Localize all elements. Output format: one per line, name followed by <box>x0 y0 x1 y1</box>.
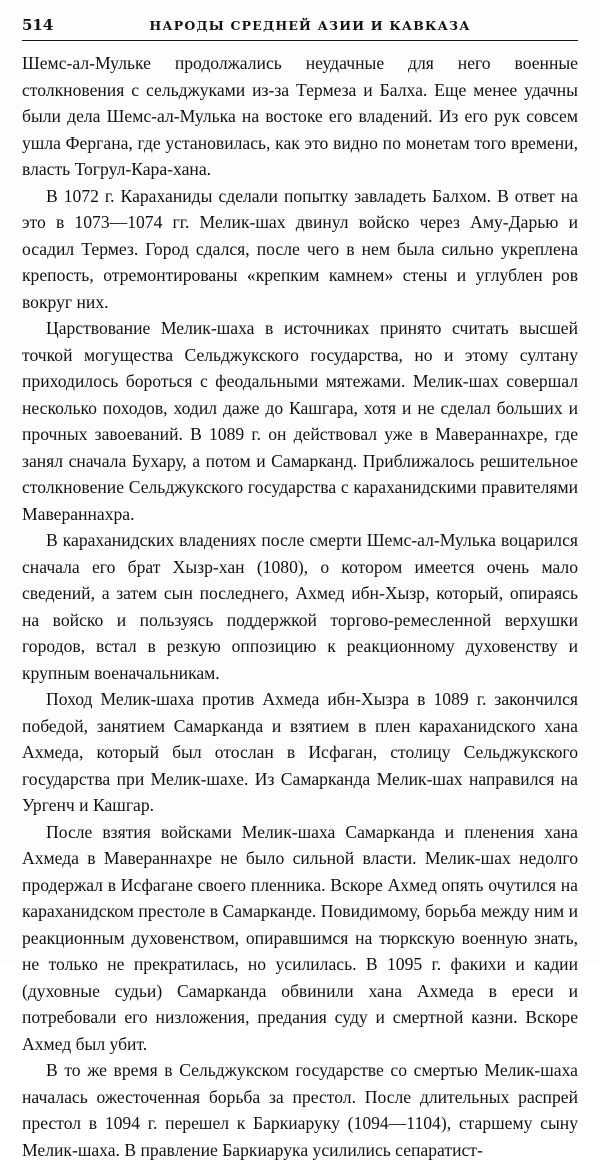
paragraph-1: Шемс-ал-Мульке продолжались неудачные для него военные столкновения с сельджуками из-за Термеза и Балха. Еще менее удачны были дела Шемс-ал-Мулька на востоке его владений. Из его рук совсем ушла Фергана, где установилась, как это видно по монетам того времени, власть Тогрул-Кара-хана. <box>22 53 578 179</box>
paragraph-6: После взятия войсками Мелик-шаха Самарканда и пленения хана Ахмеда в Мавераннахре не было сильной власти. Мелик-шах недолго продержал в Исфагане своего пленника. Вскоре Ахмед опять очутился на караханидском престоле в Самарканде. Повидимому, борьба между ним и реакционным духовенством, опиравшимся на тюркскую военную знать, не только не прекратилась, но усилилась. В 1095 г. факихи и кадии (духовные судьи) Самарканда обвинили хана Ахмеда в ереси и потребовали его низложения, предания суду и смертной казни. Вскоре Ахмед был убит. <box>22 821 578 1054</box>
header-rule <box>22 40 578 41</box>
paragraph-5: Поход Мелик-шаха против Ахмеда ибн-Хызра в 1089 г. закончился победой, занятием Самарканда и взятием в плен караханидского хана Ахмеда, который был отослан в Исфаган, столицу Сельджукского государства при Мелик-шахе. Из Самарканда Мелик-шах направился на Ургенч и Кашгар. <box>22 689 578 815</box>
paragraph-2: В 1072 г. Караханиды сделали попытку завладеть Балхом. В ответ на это в 1073—1074 гг. Мелик-шах двинул войско через Аму-Дарью и осадил Термез. Город сдался, после чего в нем была сильно укреплена крепость, отремонтированы «крепким камнем» стены и углублен ров вокруг них. <box>22 185 578 312</box>
paragraph-7: В то же время в Сельджукском государстве со смертью Мелик-шаха началась ожесточенная борьба за престол. После длительных распрей престол в 1094 г. перешел к Баркиаруку (1094—1104), старшему сыну Мелик-шаха. В правление Баркиарука усилились сепаратист- <box>22 1060 578 1160</box>
paragraph-3: Царствование Мелик-шаха в источниках принято считать высшей точкой могущества Сельджукского государства, но и этому султану приходилось бороться с феодальными мятежами. Мелик-шах совершал несколько походов, ходил даже до Кашгара, хотя и не сделал больших и прочных завоеваний. В 1089 г. он действовал уже в Мавераннахре, где занял сначала Бухару, а потом и Самарканд. Приближалось решительное столкновение Сельджукского государства с караханидскими правителями Мавераннахра. <box>22 318 578 524</box>
body-text <box>22 50 578 1163</box>
running-head <box>22 14 578 36</box>
page-number: 514 <box>22 16 54 34</box>
paragraph-4: В караханидских владениях после смерти Шемс-ал-Мулька воцарился сначала его брат Хызр-хан (1080), о котором имеется очень мало сведений, а затем сын последнего, Ахмед ибн-Хызр, который, опираясь на войско и пользуясь поддержкой торгово-ремесленной верхушки городов, встал в резкую оппозицию к реакционному духовенству и крупным военачальникам. <box>22 530 578 683</box>
running-head-title: НАРОДЫ СРЕДНЕЙ АЗИИ И КАВКАЗА <box>149 17 471 33</box>
